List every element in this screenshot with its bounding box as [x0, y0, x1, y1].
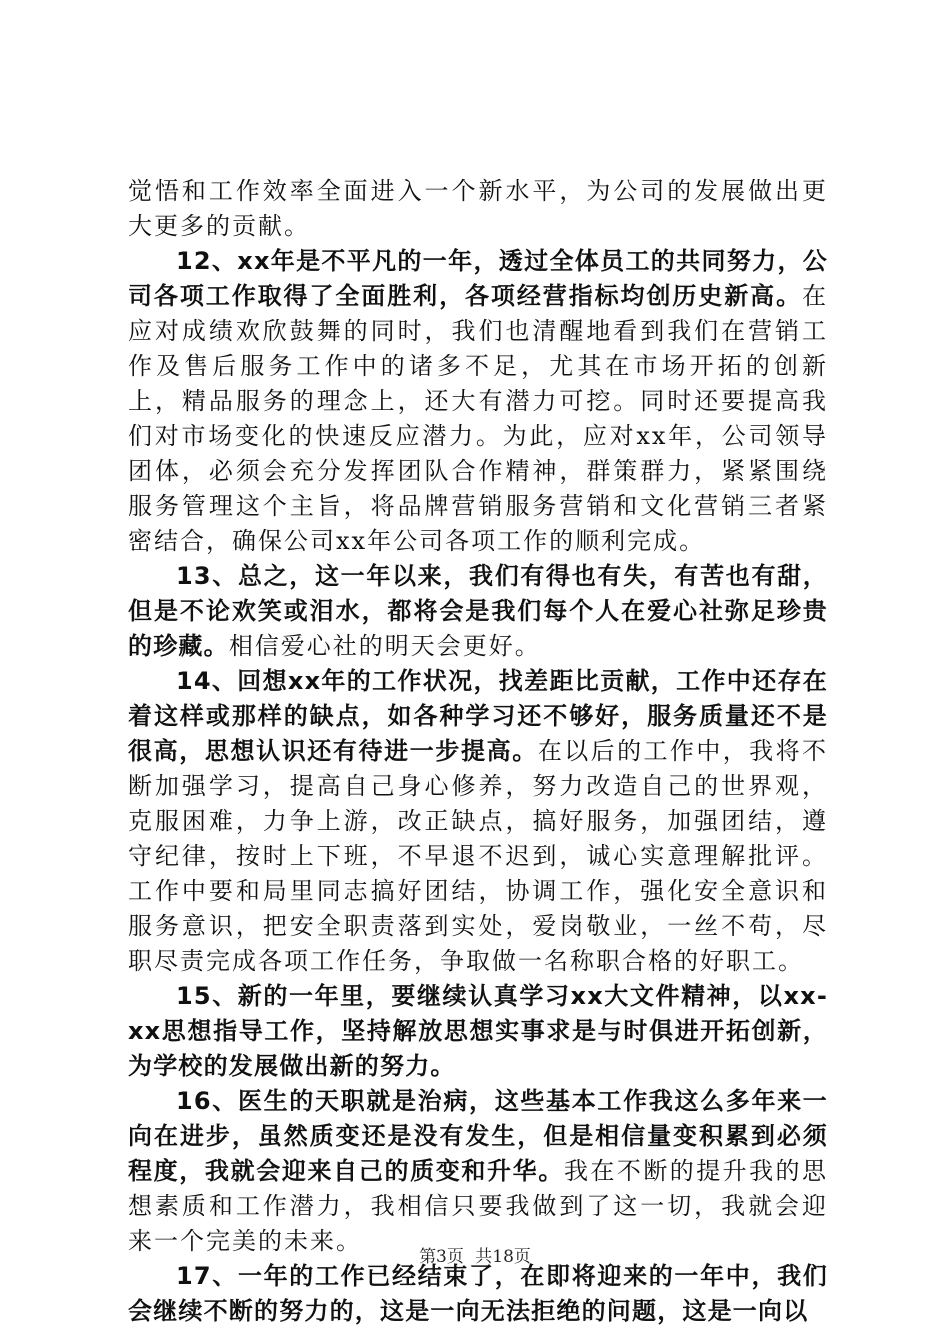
- paragraph-17-lead: 17、一年的工作已经结束了，在即将迎来的一年中，我们会继续不断的努力的，这是一向无法拒绝的问题，这是一向以: [128, 1262, 828, 1325]
- paragraph-15-lead: 15、新的一年里，要继续认真学习xx大文件精神，以xx-xx思想指导工作，坚持解放思想实事求是与时俱进开拓创新，为学校的发展做出新的努力。: [128, 982, 828, 1080]
- paragraph-13-lead: 13、总之，这一年以来，我们有得也有失，有苦也有甜，但是不论欢笑或泪水，都将会是我们每个人在爱心社弥足珍贵的珍藏。: [128, 562, 828, 660]
- paragraph-16-lead: 16、医生的天职就是治病，这些基本工作我这么多年来一向在进步，虽然质变还是没有发生，但是相信量变积累到必须程度，我就会迎来自己的质变和升华。: [128, 1087, 828, 1185]
- paragraph-14: [128, 664, 828, 979]
- paragraph-17: [128, 1259, 828, 1329]
- paragraph-12-lead: 12、xx年是不平凡的一年，透过全体员工的共同努力，公司各项工作取得了全面胜利，各项经营指标均创历史新高。: [128, 247, 828, 310]
- paragraph-13: [128, 559, 828, 664]
- paragraph-13-body: 相信爱心社的明天会更好。: [228, 632, 541, 660]
- paragraph-15: [128, 979, 828, 1084]
- paragraph-12: [128, 244, 828, 559]
- paragraph-14-body: 在以后的工作中，我将不断加强学习，提高自己身心修养，努力改造自己的世界观，克服困难，力争上游，改正缺点，搞好服务，加强团结，遵守纪律，按时上下班，不早退不迟到，诚心实意理解批评。工作中要和局里同志搞好团结，协调工作，强化安全意识和服务意识，把安全职责落到实处，爱岗敬业，一丝不苟，尽职尽责完成各项工作任务，争取做一名称职合格的好职工。: [128, 737, 828, 975]
- paragraph-14-lead: 14、回想xx年的工作状况，找差距比贡献，工作中还存在着这样或那样的缺点，如各种学习还不够好，服务质量还不是很高，思想认识还有待进一步提高。: [128, 667, 828, 765]
- paragraph-1-body: 觉悟和工作效率全面进入一个新水平，为公司的发展做出更大更多的贡献。: [128, 177, 828, 240]
- paragraph-16-body: 我在不断的提升我的思想素质和工作潜力，我相信只要我做到了这一切，我就会迎来一个完美的未来。: [128, 1157, 828, 1255]
- page-footer: [0, 1242, 950, 1267]
- paragraph-12-body: 在应对成绩欢欣鼓舞的同时，我们也清醒地看到我们在营销工作及售后服务工作中的诸多不足，尤其在市场开拓的创新上，精品服务的理念上，还大有潜力可挖。同时还要提高我们对市场变化的快速反应潜力。为此，应对xx年，公司领导团体，必须会充分发挥团队合作精神，群策群力，紧紧围绕服务管理这个主旨，将品牌营销服务营销和文化营销三者紧密结合，确保公司xx年公司各项工作的顺利完成。: [128, 282, 828, 555]
- page-number: 第3页: [419, 1247, 464, 1267]
- page-total: 共18页: [475, 1247, 531, 1267]
- paragraph-1: [128, 174, 828, 244]
- document-page: [128, 174, 828, 1329]
- paragraph-16: [128, 1084, 828, 1259]
